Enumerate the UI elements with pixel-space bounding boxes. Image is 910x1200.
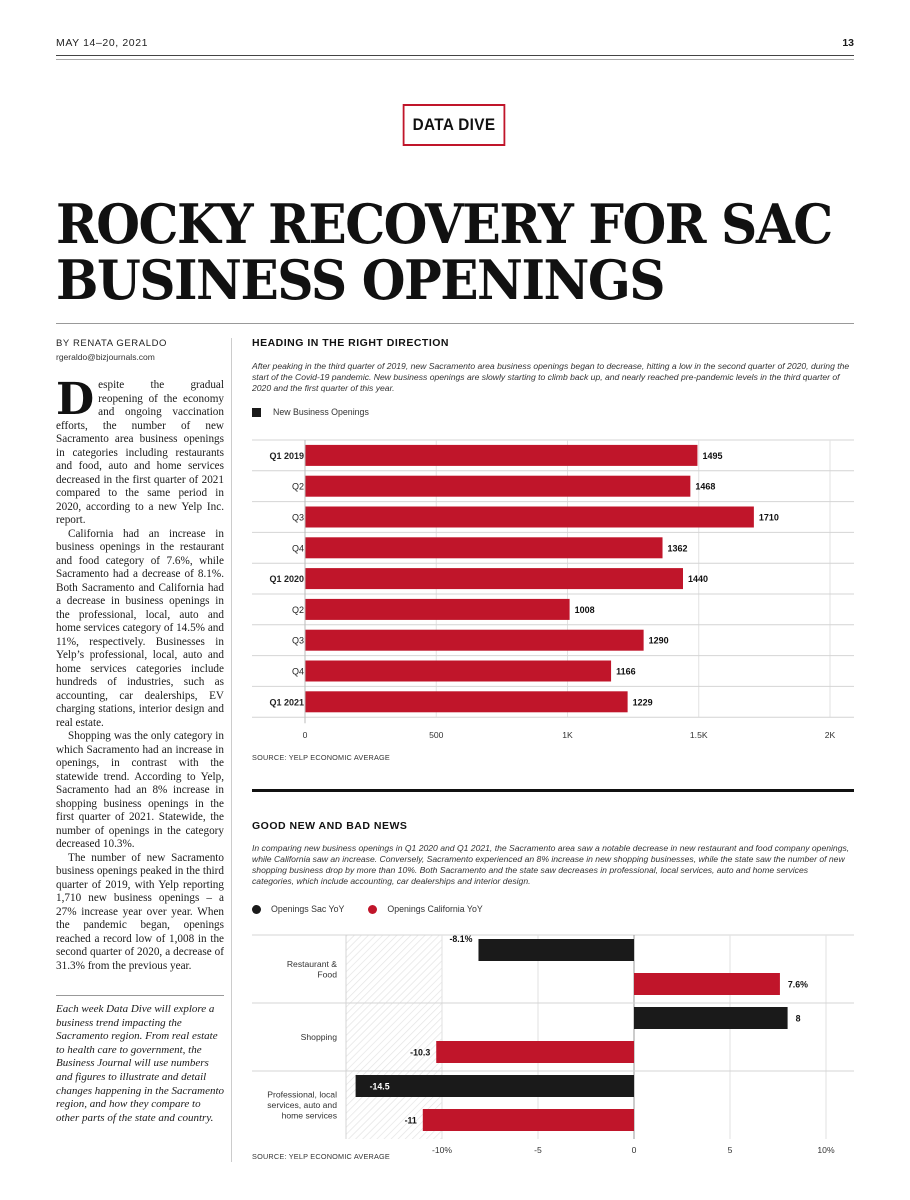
chart1-category-label: Q1 2021: [269, 697, 304, 708]
chart2-value-label: -8.1%: [449, 934, 473, 944]
chart1-bar: [305, 568, 683, 589]
chart1-source: SOURCE: YELP ECONOMIC AVERAGE: [252, 753, 390, 762]
chart1-bar: [305, 661, 611, 682]
content-rule: [56, 323, 854, 324]
header-rule-thin: [56, 59, 854, 60]
chart2-tick-label: 5: [727, 1145, 733, 1155]
running-head: [56, 37, 854, 51]
article-paragraph: Shopping was the only category in which Sacramento had an increase in openings, in contrast with the statewide trend. According to Yelp, Sacramento had an 8% increase in shopping business openings in the first quarter of 2021. Statewide, the number of openings in the category decreased 10.3%.: [56, 730, 224, 850]
chart1-category-label: Q4: [291, 666, 304, 677]
chart1-value-label: 1440: [688, 574, 709, 585]
chart1-bar: [305, 630, 644, 651]
issue-date: MAY 14–20, 2021: [56, 37, 149, 49]
chart1-bar: [305, 599, 570, 620]
chart2-legend: [252, 904, 507, 914]
headline-line-2: BUSINESS OPENINGS: [56, 248, 665, 312]
chart1-legend: [252, 407, 369, 417]
chart2-bar-chart: [252, 931, 854, 1156]
author-email: rgeraldo@bizjournals.com: [56, 352, 155, 362]
chart2-subtitle: In comparing new business openings in Q1 2020 and Q1 2021, the Sacramento area saw a notable decrease in new restaurant and food company openings, while California saw an increase. Conversely, Sacramento experienced an 8% increase in new shopping businesses, while the state saw the number of new shopping business drop by more than 10%. Both Sacramento and the state saw decreases in professional, local services, auto and home services categories, which include accounting, car dealerships and interior design.: [252, 843, 850, 886]
chart2-bar: [634, 973, 780, 995]
chart2-bar: [436, 1041, 634, 1063]
article-paragraph: California had an increase in business openings in the restaurant and food category of 7.6%, while Sacramento had a decrease of 8.1%. Both Sacramento and California had a decrease in business openings in the professional, local, auto and home services category of 14.5% and 11%, respectively. Businesses in Yelp’s professional, local, auto and home services categories include hundreds of industries, such as accounting, car dealerships, EV charging stations, interior design and real estate.: [56, 527, 224, 729]
chart1-bar: [305, 537, 663, 558]
chart2-category-label: [287, 959, 337, 980]
chart1-bar: [305, 476, 690, 497]
legend-item-sac: [252, 904, 344, 914]
chart1-value-label: 1166: [616, 666, 636, 677]
chart1-bar: [305, 445, 697, 466]
chart2-source: SOURCE: YELP ECONOMIC AVERAGE: [252, 1152, 390, 1161]
chart1-category-label: Q3: [291, 635, 304, 646]
chart1-category-label: Q2: [291, 481, 304, 492]
column-divider: [231, 338, 232, 1162]
chart2-tick-label: 10%: [817, 1145, 835, 1155]
article-body: [56, 374, 224, 973]
legend-label-sac: Openings Sac YoY: [271, 904, 345, 914]
chart1-tick-label: 0: [302, 730, 308, 741]
legend-item-ca: [368, 904, 482, 914]
chart1-value-label: 1290: [648, 635, 669, 646]
headline: [56, 192, 832, 312]
chart1-value-label: 1008: [574, 604, 595, 615]
chart2-tick-label: -5: [534, 1145, 542, 1155]
chart2-bar: [356, 1075, 634, 1097]
chart1-category-label: Q3: [291, 512, 304, 523]
chart2-category-line: Food: [317, 969, 337, 980]
legend-dot-red: [368, 905, 377, 914]
legend-swatch-square: [252, 408, 261, 417]
chart2-bar: [478, 939, 634, 961]
chart1-value-label: 1362: [667, 543, 688, 554]
chart1-bar: [305, 507, 754, 528]
chart1-legend-label: New Business Openings: [273, 407, 369, 417]
chart2-bar: [634, 1007, 788, 1029]
chart2-value-label: -11: [404, 1115, 417, 1126]
article-paragraph: [56, 374, 224, 528]
chart2-category-line: Professional, local: [267, 1089, 337, 1100]
chart1-value-label: 1495: [702, 450, 723, 461]
chart2-category-label: [267, 1090, 337, 1121]
chart2-title: GOOD NEW AND BAD NEWS: [252, 820, 408, 832]
chart2-value-label: 8: [795, 1013, 801, 1024]
chart2-tick-label: 0: [631, 1145, 637, 1155]
chart1-category-label: Q4: [291, 543, 304, 554]
chart1-tick-label: 2K: [824, 730, 836, 741]
paragraph-text: espite the gradual reopening of the economy and ongoing vaccination efforts, the number of new Sacramento area business openings in categories including restaurants and food, auto and home services decreased in the first quarter of 2021 compared to the same period in 2020, according to a new Yelp Inc. report.: [56, 379, 224, 526]
headline-line-1: ROCKY RECOVERY FOR SAC: [56, 192, 832, 256]
chart2-category-line: home services: [281, 1110, 337, 1121]
chart2-value-label: 7.6%: [787, 979, 808, 990]
chart1-value-label: 1229: [632, 697, 653, 708]
chart2-category-line: services, auto and: [267, 1100, 337, 1110]
article-paragraph: The number of new Sacramento business openings peaked in the third quarter of 2019, with Yelp reporting 1,710 new business openings – a 27% increase year over year. When the pandemic began, openings reached a record low of 1,008 in the second quarter of 2020, a decrease of 31.3% from the previous year.: [56, 851, 224, 972]
chart1-category-label: Q2: [291, 604, 304, 615]
chart1-title: HEADING IN THE RIGHT DIRECTION: [252, 337, 450, 349]
chart1-category-label: Q1 2019: [269, 450, 304, 461]
chart2-category-line: Shopping: [300, 1032, 337, 1042]
article-column: [56, 338, 224, 973]
chart1-subtitle: After peaking in the third quarter of 2019, new Sacramento area business openings began to decrease, hitting a low in the second quarter of 2020, during the start of the Covid-19 pandemic. New business openings are slowly starting to climb back up, and nearly reached pre-pandemic levels in the third quarter of 2020 and the first quarter of this year.: [252, 361, 850, 393]
section-kicker: DATA DIVE: [403, 104, 506, 146]
legend-label-ca: Openings California YoY: [387, 904, 483, 914]
chart1-bar: [305, 691, 628, 712]
chart1-tick-label: 1K: [562, 730, 573, 741]
note-rule: [56, 995, 224, 996]
chart2-bar: [423, 1109, 634, 1131]
section-divider: [252, 789, 854, 792]
chart2-category-line: Restaurant &: [286, 958, 337, 969]
chart1-bar-chart: [252, 436, 854, 748]
chart1-tick-label: 500: [429, 730, 444, 741]
chart1-tick-label: 1.5K: [689, 730, 708, 741]
page-number: 13: [842, 37, 854, 49]
drop-cap: D: [56, 374, 95, 425]
legend-dot-dark: [252, 905, 261, 914]
chart1-category-label: Q1 2020: [269, 574, 304, 585]
chart2-category-label: [301, 1032, 338, 1042]
header-rule: [56, 55, 854, 56]
chart2-hatched-region: [346, 935, 442, 1139]
data-dive-note: Each week Data Dive will explore a business trend impacting the Sacramento region. From real estate to health care to government, the Business Journal will use numbers and figures to illustrate and detail changes happening in the Sacramento region, and how they compare to other parts of the state and country.: [56, 1003, 225, 1124]
chart2-value-label: -14.5: [369, 1081, 390, 1092]
byline: BY RENATA GERALDO: [56, 338, 168, 349]
chart2-value-label: -10.3: [410, 1047, 431, 1058]
chart1-value-label: 1468: [695, 481, 716, 492]
chart2-tick-label: -10%: [431, 1145, 453, 1155]
chart1-value-label: 1710: [758, 512, 779, 523]
